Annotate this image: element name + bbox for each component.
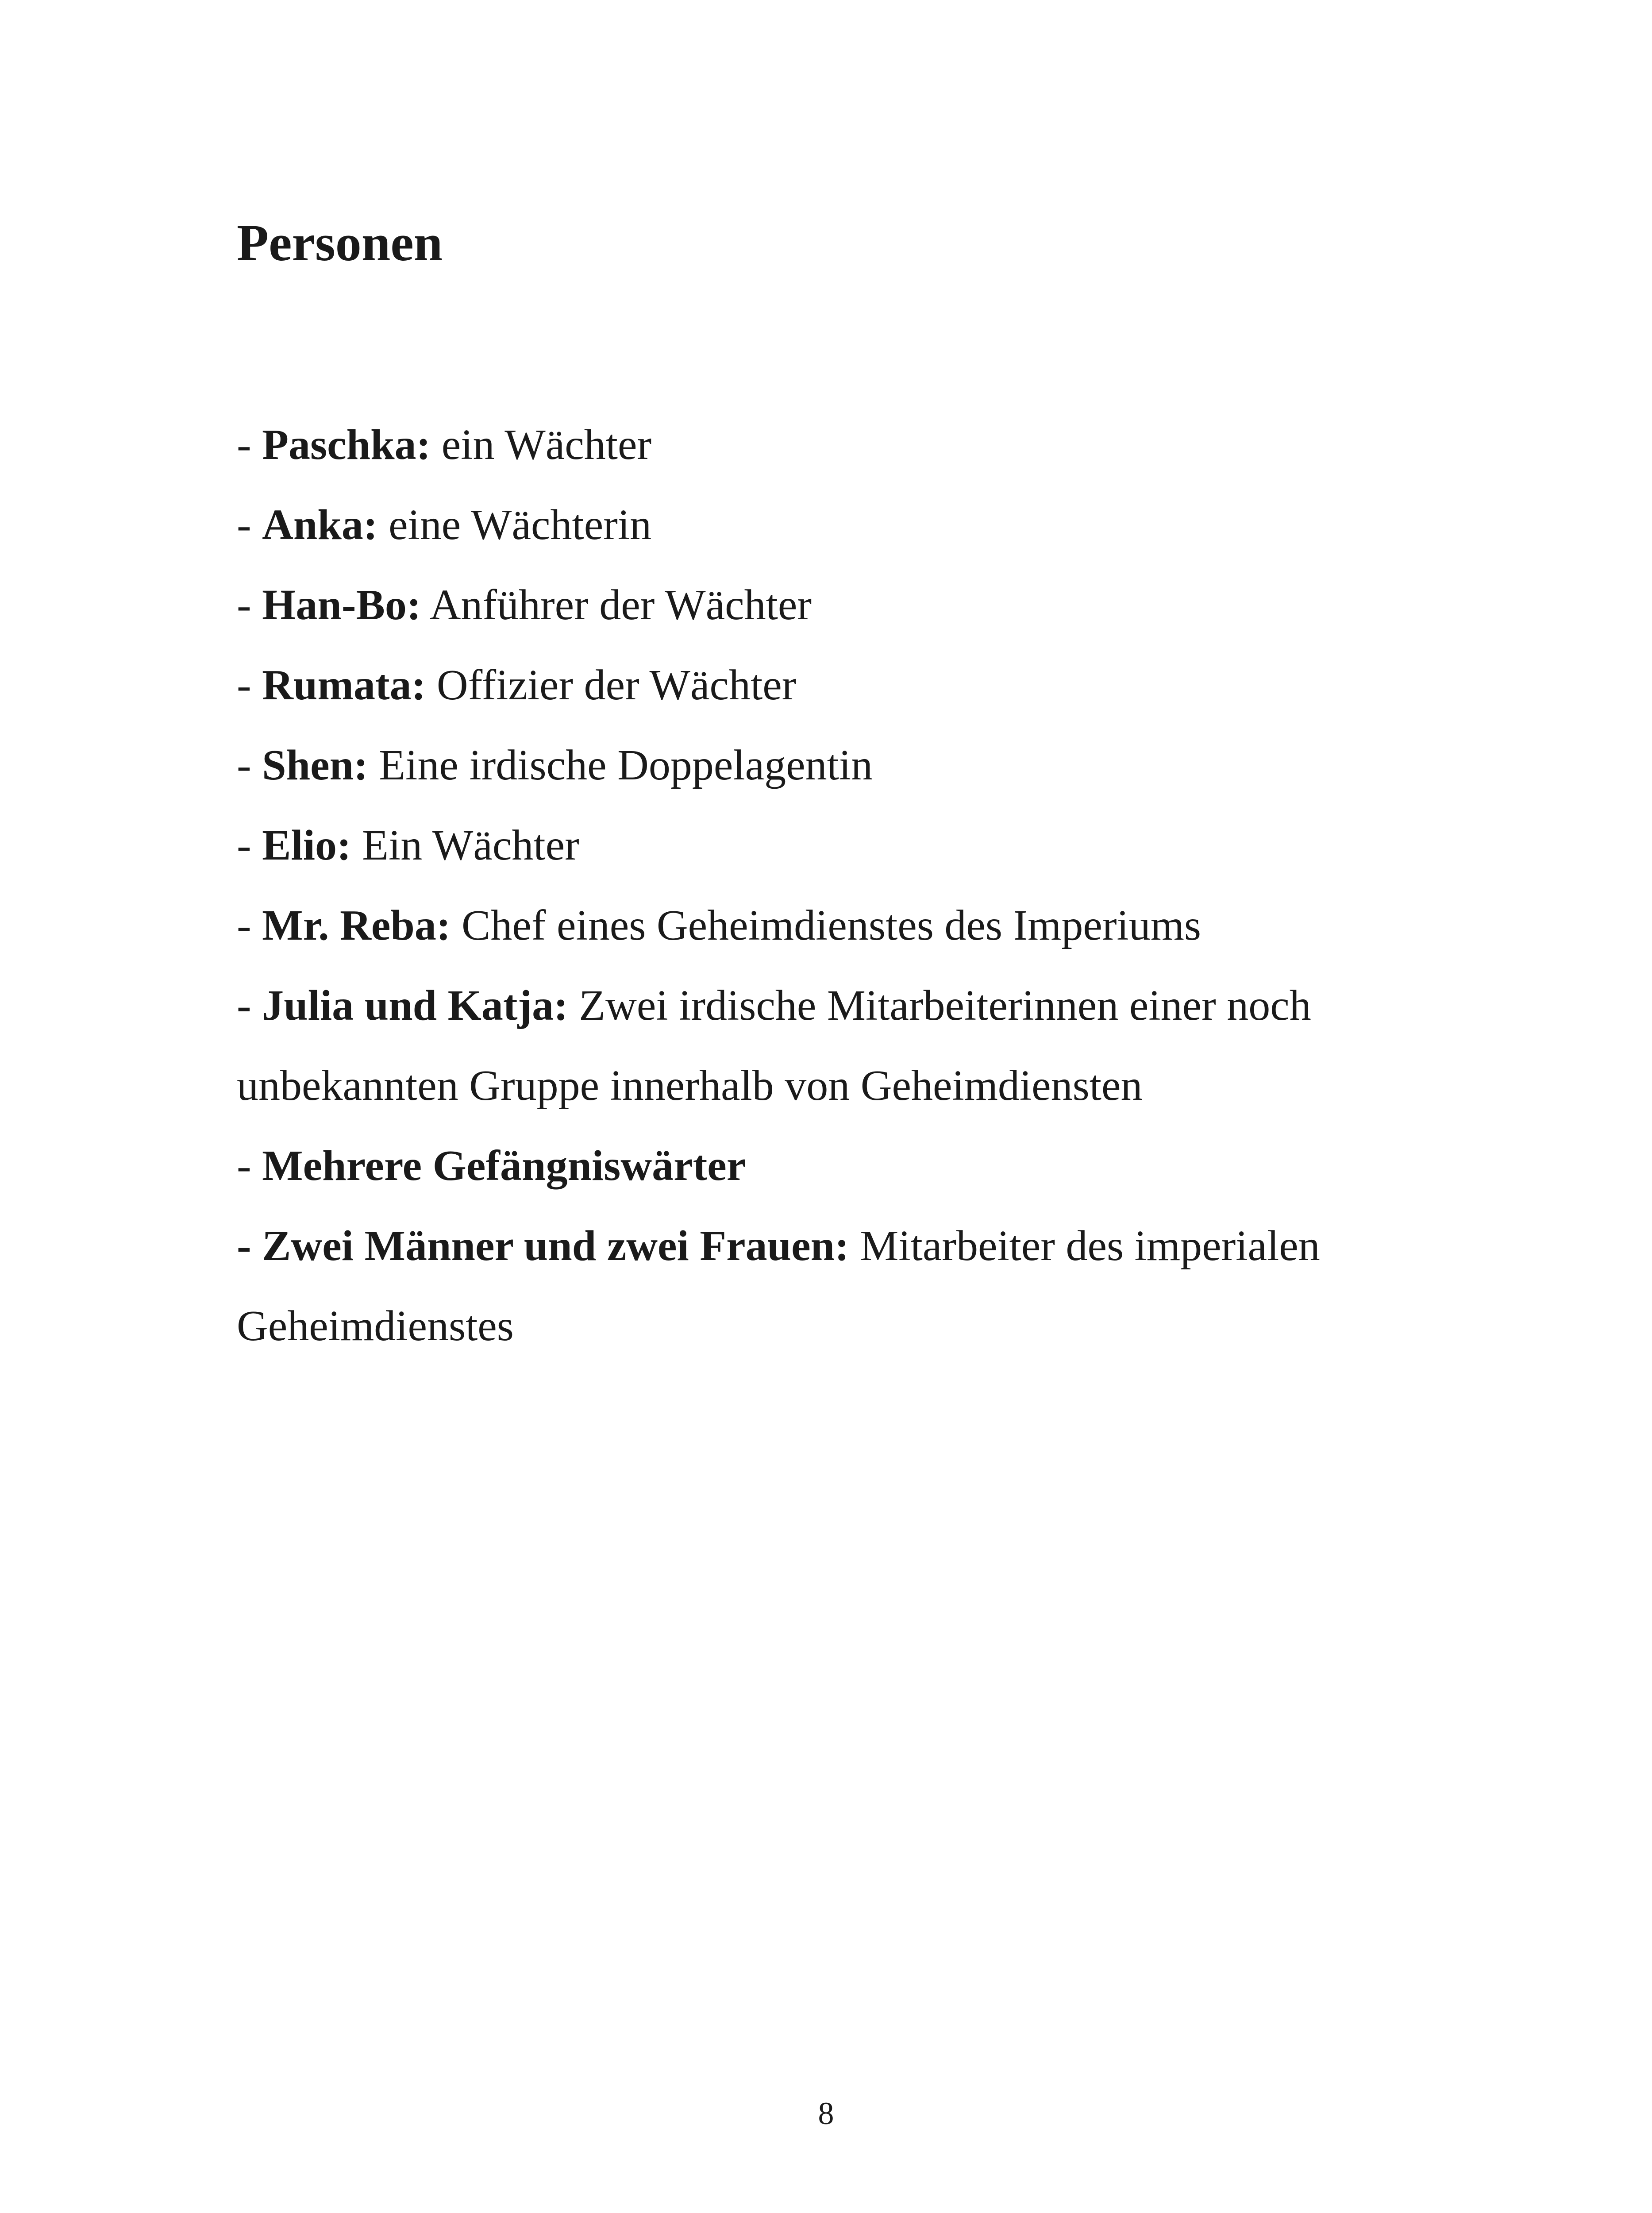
cast-item-han-bo	[237, 565, 1432, 645]
page-heading: Personen	[237, 214, 443, 272]
character-role: Zwei irdische Mitarbeiterinnen einer noch unbekannten Gruppe innerhalb von Geheimdiensten	[237, 982, 1311, 1110]
list-dash: -	[237, 581, 262, 629]
cast-item-maenner-und-frauen	[237, 1206, 1423, 1366]
cast-item-gefaengniswaerter	[237, 1126, 1432, 1206]
cast-item-shen	[237, 725, 1432, 806]
character-role: ein Wächter	[431, 421, 652, 469]
list-dash: -	[237, 1222, 262, 1270]
character-role: Ein Wächter	[351, 821, 579, 869]
cast-item-paschka	[237, 405, 1432, 485]
character-role: Anführer der Wächter	[421, 581, 812, 629]
cast-item-mr-reba	[237, 886, 1432, 966]
character-role: Mitarbeiter des imperialen Geheimdienstes	[237, 1222, 1320, 1350]
list-dash: -	[237, 982, 262, 1029]
character-role: eine Wächterin	[377, 501, 652, 549]
character-name: Paschka:	[262, 421, 431, 469]
cast-item-rumata	[237, 645, 1432, 725]
character-name: Zwei Männer und zwei Frauen:	[262, 1222, 849, 1270]
character-role: Chef eines Geheimdienstes des Imperiums	[451, 902, 1201, 949]
character-role: Eine irdische Doppelagentin	[368, 741, 873, 789]
character-name: Mehrere Gefängniswärter	[262, 1142, 746, 1190]
character-name: Han-Bo:	[262, 581, 421, 629]
cast-list	[237, 405, 1432, 1366]
cast-item-julia-und-katja	[237, 966, 1423, 1126]
list-dash: -	[237, 741, 262, 789]
character-name: Anka:	[262, 501, 378, 549]
cast-item-elio	[237, 806, 1432, 886]
list-dash: -	[237, 1142, 262, 1190]
list-dash: -	[237, 821, 262, 869]
page-number: 8	[818, 2096, 834, 2131]
character-name: Elio:	[262, 821, 351, 869]
character-name: Rumata:	[262, 661, 426, 709]
character-role: Offizier der Wächter	[426, 661, 797, 709]
cast-item-anka	[237, 485, 1432, 565]
list-dash: -	[237, 501, 262, 549]
character-name: Mr. Reba:	[262, 902, 451, 949]
list-dash: -	[237, 661, 262, 709]
list-dash: -	[237, 421, 262, 469]
character-name: Julia und Katja:	[262, 982, 568, 1029]
character-name: Shen:	[262, 741, 368, 789]
list-dash: -	[237, 902, 262, 949]
